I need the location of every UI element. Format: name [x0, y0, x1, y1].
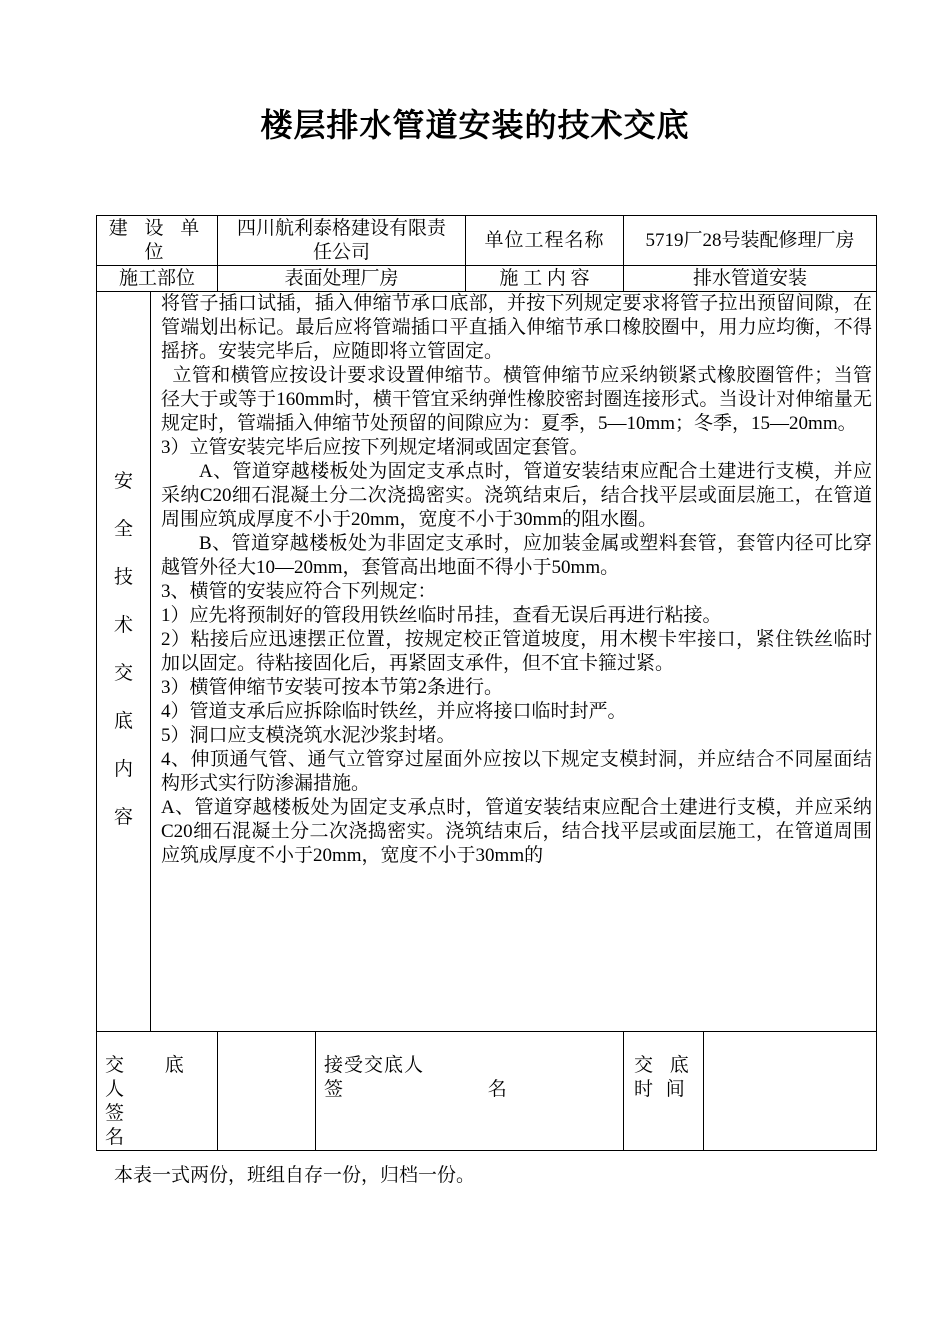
time-label-line2: 时 间	[634, 1079, 689, 1100]
page-title: 楼层排水管道安装的技术交底	[260, 107, 690, 143]
content-paragraph: 1）应先将预制好的管段用铁丝临时吊挂，查看无误后再进行粘接。	[161, 605, 722, 626]
content-paragraph: 2）粘接后应迅速摆正位置，按规定校正管道坡度，用木楔卡牢接口，紧住铁丝临时加以固定。待粘接固化后，再紧固支承件，但不宜卡箍过紧。	[161, 629, 873, 674]
safety-disclosure-label	[97, 292, 151, 1032]
disclosure-time-field[interactable]	[704, 1032, 877, 1151]
receiver-label-line1: 接受交底人	[324, 1055, 425, 1076]
disclosure-content	[151, 292, 877, 1032]
receiver-label-line2: 签 名	[324, 1079, 577, 1100]
side-label-char: 交	[113, 662, 133, 684]
disclosure-table	[96, 215, 877, 1151]
project-name-value: 5719厂28号装配修理厂房	[624, 216, 877, 266]
project-name-label: 单位工程名称	[466, 216, 624, 266]
content-paragraph: 5）洞口应支模浇筑水泥沙浆封堵。	[161, 725, 456, 746]
content-paragraph: 将管子插口试插，插入伸缩节承口底部，并按下列规定要求将管子拉出预留间隙，在管端划出标记。最后应将管端插口平直插入伸缩节承口橡胶圈中，用力应均衡，不得摇挤。安装完毕后，应随即将立管固定。	[161, 293, 873, 362]
construction-content-label: 施 工 内 容	[466, 266, 624, 292]
construction-content-value: 排水管道安装	[624, 266, 877, 292]
discloser-label-line1: 交 底 人	[105, 1055, 202, 1100]
discloser-signature-field[interactable]	[218, 1032, 316, 1151]
construction-part-label: 施工部位	[97, 266, 218, 292]
content-paragraph: 3）立管安装完毕后应按下列规定堵洞或固定套管。	[161, 437, 589, 458]
content-paragraph: A、管道穿越楼板处为固定支承点时，管道安装结束应配合土建进行支模，并应采纳C20细石混凝土分二次浇捣密实。浇筑结束后，结合找平层或面层施工，在管道周围应筑成厚度不小于20mm，宽度不小于30mm的	[161, 797, 873, 866]
construction-unit-value: 四川航利泰格建设有限责任公司	[218, 216, 466, 266]
content-paragraph: 3、横管的安装应符合下列规定：	[161, 581, 437, 602]
footer-note: 本表一式两份，班组自存一份，归档一份。	[114, 1165, 476, 1186]
side-label-char: 技	[113, 566, 133, 588]
side-label-char: 底	[113, 710, 133, 732]
construction-unit-label: 建 设 单 位	[97, 216, 218, 266]
side-label-char: 全	[113, 518, 133, 540]
receiver-signature-label	[316, 1032, 624, 1151]
content-paragraph: A、管道穿越楼板处为固定支承点时，管道安装结束应配合土建进行支模，并应采纳C20细石混凝土分二次浇捣密实。浇筑结束后，结合找平层或面层施工，在管道周围应筑成厚度不小于20mm，宽度不小于30mm的阻水圈。	[161, 461, 873, 530]
construction-part-value: 表面处理厂房	[218, 266, 466, 292]
time-label-line1: 交 底	[634, 1055, 695, 1076]
discloser-signature-label	[97, 1032, 218, 1151]
side-label-char: 安	[113, 470, 133, 492]
discloser-label-line2: 签 名	[105, 1103, 191, 1148]
disclosure-time-label	[624, 1032, 704, 1151]
side-label-char: 容	[113, 806, 133, 828]
content-paragraph: 立管和横管应按设计要求设置伸缩节。横管伸缩节应采纳锁紧式橡胶圈管件；当管径大于或等于160mm时，横干管宜采纳弹性橡胶密封圈连接形式。当设计对伸缩量无规定时，管端插入伸缩节处预留的间隙应为：夏季，5—10mm；冬季，15—20mm。	[161, 365, 873, 434]
content-paragraph: 3）横管伸缩节安装可按本节第2条进行。	[161, 677, 504, 698]
content-paragraph: 4、伸顶通气管、通气立管穿过屋面外应按以下规定支模封洞，并应结合不同屋面结构形式实行防渗漏措施。	[161, 749, 873, 794]
content-paragraph: B、管道穿越楼板处为非固定支承时，应加装金属或塑料套管，套管内径可比穿越管外径大10—20mm，套管高出地面不得小于50mm。	[161, 533, 873, 578]
side-label-char: 术	[113, 614, 133, 636]
content-paragraph: 4）管道支承后应拆除临时铁丝，并应将接口临时封严。	[161, 701, 627, 722]
side-label-char: 内	[113, 758, 133, 780]
